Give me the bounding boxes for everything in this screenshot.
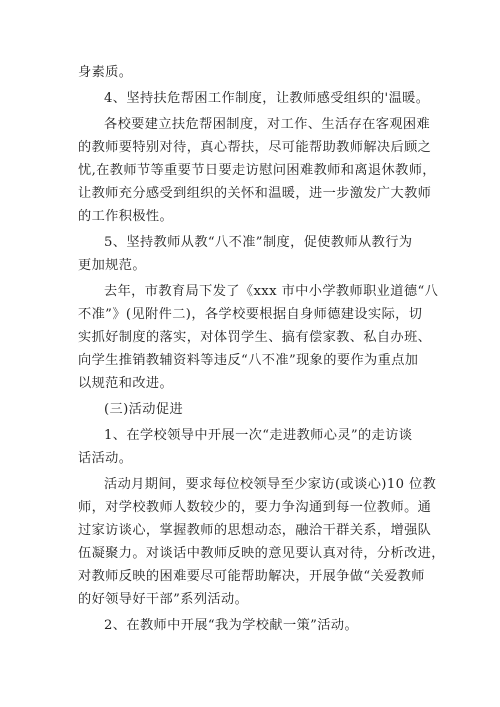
text-line: 对教师反映的困难要尽可能帮助解决，开展争做“关爱教师: [78, 569, 425, 584]
section-heading: (三)活动促进: [104, 402, 184, 417]
text-line: 向学生推销教辅资料等违反“八不准”现象的要作为重点加: [78, 353, 419, 368]
heading-item-2: 2、在教师中开展“我为学校献一策”活动。: [104, 618, 359, 633]
text-line: 更加规范。: [78, 258, 146, 273]
text-line: 过家访谈心，掌握教师的思想动态，融洽干群关系，增强队: [78, 523, 432, 538]
heading-item-5: 5、坚持教师从教“八不准”制度，促使教师从教行为: [104, 235, 413, 250]
text-line: 的工作积极性。: [78, 209, 174, 224]
text-line: 的好领导好干部”系列活动。: [78, 592, 249, 607]
heading-item-1: 1、在学校领导中开展一次“走进教师心灵”的走访谈: [104, 428, 413, 443]
text-line: 身素质。: [78, 65, 133, 80]
text-line: 活动月期间，要求每位校领导至少家访(或谈心)10 位教: [104, 477, 437, 492]
text-line: 不准”》(见附件二)，各学校要根据自身师德建设实际，切: [78, 307, 423, 322]
text-line: 忧,在教师节等重要节日要走访慰问困难教师和离退休教师，: [78, 163, 436, 178]
text-line: 师，对学校教师人数较少的，要力争沟通到每一位教师。通: [78, 500, 432, 515]
text-line: 去年，市教育局下发了《xxx 市中小学教师职业道德“八: [104, 284, 439, 299]
text-line: 伍凝聚力。对谈话中教师反映的意见要认真对待，分析改进，: [78, 546, 445, 561]
text-line: 话活动。: [78, 451, 133, 466]
text-line: 的教师要特别对待，真心帮扶，尽可能帮助教师解决后顾之: [78, 140, 432, 155]
heading-item-4: 4、坚持扶危帮困工作制度，让教师感受组织的'温暖。: [104, 91, 430, 106]
text-line: 以规范和改进。: [78, 376, 174, 391]
text-line: 实抓好制度的落实，对体罚学生、搞有偿家教、私自办班、: [78, 330, 432, 345]
text-line: 各校要建立扶危帮困制度，对工作、生活存在客观困难: [104, 117, 431, 132]
text-line: 让教师充分感受到组织的关怀和温暖，进一步激发广大教师: [78, 186, 432, 201]
